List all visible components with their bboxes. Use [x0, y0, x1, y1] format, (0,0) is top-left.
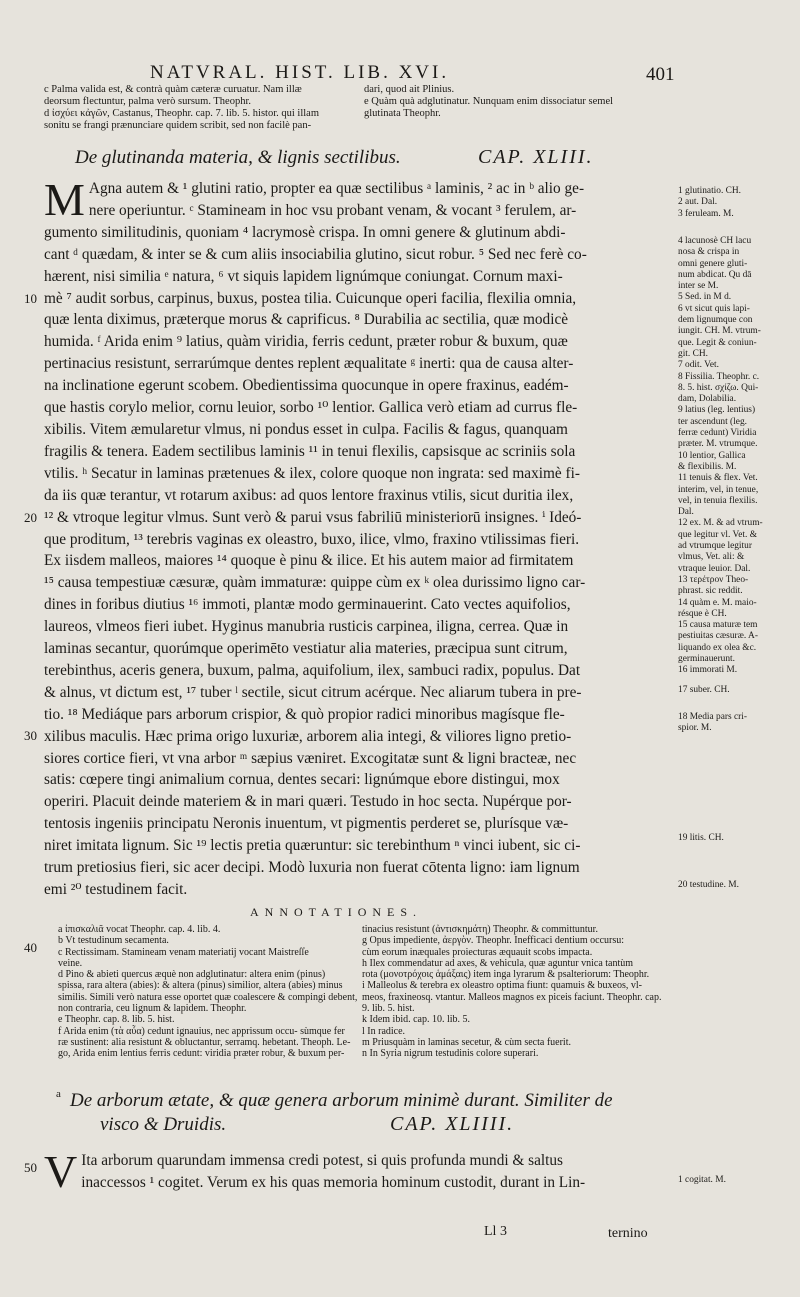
top-notes-right: dari, quod ait Plinius. e Quàm quà adglutinatur. Nunquam enim dissociatur semel glutinata Theophr.	[364, 84, 614, 119]
margin-note: 4 lacunosè CH lacu nosa & crispa in omni genere gluti- num abdicat. Qu dā inter se M. 5 Sed. in M d. 6 vt sicut quis lapi- dem lignumque con iungit. CH. M. vtrum- que. Legit & coniun- git. CH. 7 odit. Vet. 8 Fissilia. Theophr. c. 8. 5. hist. σχίζω. Qui- dam, Dolabilia. 9 latius (leg. lentius) ter ascendunt (leg. ferræ cedunt) Viridia præter. M. vtrumque. 10 lentior, Gallica & flexibilis. M. 11 tenuis & flex. Vet. interim, vel, in tenue, vel, in tenuia flexilis. Dal. 12 ex. M. & ad vtrum- que legitur vl. Vet. & ad vtrumque legitur vlmus, Vet. ali: & vtraque leuior. Dal. 13 τερέτρον Theo- phrast. sic reddit. 14 quàm e. M. maio- résque è CH. 15 causa maturæ tem pestiuitas cæsuræ. A- liquando ex olea &c. germinauerunt. 16 immorati M.	[678, 236, 763, 676]
body-text: Agna autem & ¹ glutini ratio, propter ea quæ sectilibus ᵃ laminis, ² ac in ᵇ alio ge- nere operiuntur. ᶜ Stamineam in hoc vsu probant venam, & vocant ³ ferulem, ar- gumento similitudinis, quoniam ⁴ lacrymosè crispa. In omni genere & glutinum abdi- cant ᵈ quædam, & inter se & cum aliis insociabilia glutino, sicut robur. ⁵ Sed nec ferè co- hærent, nisi similia ᵉ natura, ⁶ vt siquis lapidem lignúmque coniungat. Cornum maxi- mè ⁷ audit sorbus, carpinus, buxus, postea tilia. Cuicunque operi facilia, flexilia omnia, quæ lenta diximus, præterque morus & caprificus. ⁸ Durabilia ac sectilia, quæ modicè humida. ᶠ Arida enim ⁹ latius, quàm viridia, ferris cedunt, præter robur & buxum, quæ pertinacius resistunt, serrarúmque dentes replent æqualitate ᵍ inerti: qua de causa alter- na inclinatione egerunt scobem. Obedientissima quocunque in opere fraxinus, eadém- que hastis corylo melior, cornu leuior, sorbo ¹⁰ lentior. Gallica verò etiam ad currus fle- xibilis. Vitem æmularetur vlmus, ni pondus esset in culpa. Facilis & fagus, quanquam fragilis & tenera. Eadem sectilibus laminis ¹¹ in tenui flexilis, capsisque ac scriniis sola vtilis. ʰ Secatur in laminas prætenues & ilex, colore quoque non ingrata: sed maximè fi- da iis quæ terantur, vt rotarum axibus: ad quos lentore fraxinus vtilis, sicut duritia ilex, ¹² & vtroque legitur vlmus. Sunt verò & parui vsus fabriliū ministeriorū insignes. ⁱ Ideó- que proditum, ¹³ terebris vaginas ex oleastro, buxo, ilice, vlmo, fraxino vtilissimas fieri. Ex iisdem malleos, maiores ¹⁴ quoque è pinu & ilice. Et his autem maior ad firmitatem ¹⁵ causa tempestiuæ cæsuræ, quàm immaturæ: quippe cùm ex ᵏ olea durissimo ligno car- dines in foribus diutius ¹⁶ immoti, plantæ modo germinauerint. Cato vectes aquifolios, laureos, vlmeos fieri iubet. Hyginus manubria rusticis carpinea, iligna, cerrea. Quæ in laminas secantur, quorúmque operimēto vestiatur alia materies, præcipua sunt citrum, terebinthus, aceris genera, buxum, palma, aquifolium, ilex, sambuci radix, populus. Dat & alnus, vt dictum est, ¹⁷ tuber ˡ sectile, sicut citrum acérque. Nec aliarum tubera in pre- tio. ¹⁸ Mediáque pars arborum crispior, & quò propior radici minoribus magísque fle- xilibus maculis. Hæc prima origo luxuriæ, arborem alia integi, & viliores ligno pretio- siores cortice fieri, vt vna arbor ᵐ sæpius væniret. Excogitatæ sunt & ligni bracteæ, nec satis: cœpere tingi animalium cornua, dentes secari: lignúmque ebore distingui, mox operiri. Placuit deinde materiem & in mari quæri. Testudo in hoc secta. Nupérque por- tentosis ingeniis principatu Neronis inuentum, vt pigmentis perderet se, plurísque væ- niret imitata lignum. Sic ¹⁹ lectis pretia quæruntur: sic terebinthum ⁿ vinci iubent, sic ci- trum pretiosius fieri, sic acer decipi. Modò luxuria non fuerat cōtenta ligno: iam lignum emi ²⁰ testudinem facit.	[44, 180, 587, 898]
chapter-marker: a	[56, 1088, 61, 1100]
line-number: 50	[24, 1160, 37, 1175]
chapter-title: De arborum ætate, & quæ genera arborum minimè durant. Similiter de	[70, 1090, 613, 1111]
running-title: NATVRAL. HIST. LIB. XVI.	[150, 62, 450, 83]
signature-mark: Ll 3	[484, 1224, 507, 1239]
chapter-title-cont: visco & Druidis.	[100, 1114, 227, 1135]
annotations-right: tinacius resistunt (ἀντισκημάτη) Theophr. & committuntur. g Opus impediente, ἀεργὸν. Theophr. Inefficaci dentium occursu: cùm eorum inæquales proiecturas æquauit scobs impacta. h Ilex commendatur ad axes, & vehicula, quæ aguntur vnica tantùm rota (μονοτρόχοις ἁμάξαις) item inga lyrarum & psalteriorum: Theophr. i Malleolus & terebra ex oleastro optima fiunt: quamuis & buxeos, vl- meos, fraxineosq. vtantur. Malleos magnos ex piceis faciunt. Theophr. cap. 9. lib. 5. hist. k Idem ibid. cap. 10. lib. 5. l In radice. m Priusquàm in laminas secetur, & cùm secta fuerit. n In Syria nigrum testudinis colore superari.	[362, 924, 662, 1060]
chapter-number: CAP. XLIIII.	[390, 1113, 515, 1135]
margin-note: 1 glutinatio. CH. 2 aut. Dal. 3 feruleam. M.	[678, 186, 742, 219]
drop-cap: M	[44, 174, 85, 225]
top-notes-left: c Palma valida est, & contrà quàm cæteræ curuatur. Nam illæ deorsum flectuntur, palma verò sursum. Theophr. d ἰσχύει κἀγῶν, Castanus, Theophr. cap. 7. lib. 5. histor. qui illam sonitu se frangi prænunciare quidem scribit, sed non facilè pan-	[44, 84, 319, 131]
margin-note: 17 suber. CH.	[678, 685, 730, 695]
line-number: 10	[24, 291, 37, 306]
margin-note: 18 Media pars cri- spior. M.	[678, 712, 747, 734]
page-number: 401	[646, 64, 675, 85]
line-number: 40	[24, 940, 37, 955]
margin-note: 19 litis. CH.	[678, 833, 724, 843]
margin-note: 1 cogitat. M.	[678, 1175, 726, 1185]
line-number: 20	[24, 510, 37, 525]
chapter-number: CAP. XLIII.	[478, 146, 594, 168]
annotations-left: a ἰπισκαλιᾶ vocat Theophr. cap. 4. lib. 4. b Vt testudinum secamenta. c Rectissimam. Stamineam venam materiatij vocant Maistreſſe veine. d Pino & abieti quercus æquè non adglutinatur: altera enim (pinus) spissa, rara altera (abies): & altera (pinus) similior, altera (abies) minus similis. Simili verò natura esse oportet quæ coalescere & compingi debent, non contraria, ceu lignum & lapidem. Theophr. e Theophr. cap. 8. lib. 5. hist. f Arida enim (τὰ αὖα) cedunt ignauius, nec apprissum occu- sùmque fer ræ sustinent: alia resistunt & obluctantur, serramq. hebetant. Theoph. Le- go, Arida enim lentius ferris cedunt: viridia præter robur, & buxum per-	[58, 924, 358, 1060]
chapter-title: De glutinanda materia, & lignis sectilibus.	[75, 147, 401, 168]
annotations-title: ANNOTATIONES.	[250, 905, 423, 919]
line-number: 30	[24, 728, 37, 743]
body-text: Ita arborum quarundam immensa credi potest, si quis profunda mundi & saltus inaccessos ¹ cogitet. Verum ex his quas memoria hominum custodit, durant in Lin-	[81, 1152, 586, 1191]
margin-note: 20 testudine. M.	[678, 880, 739, 890]
catchword: ternino	[608, 1226, 648, 1241]
chapter-body	[44, 1146, 674, 1197]
chapter-body	[44, 174, 674, 901]
drop-cap: V	[44, 1146, 78, 1197]
